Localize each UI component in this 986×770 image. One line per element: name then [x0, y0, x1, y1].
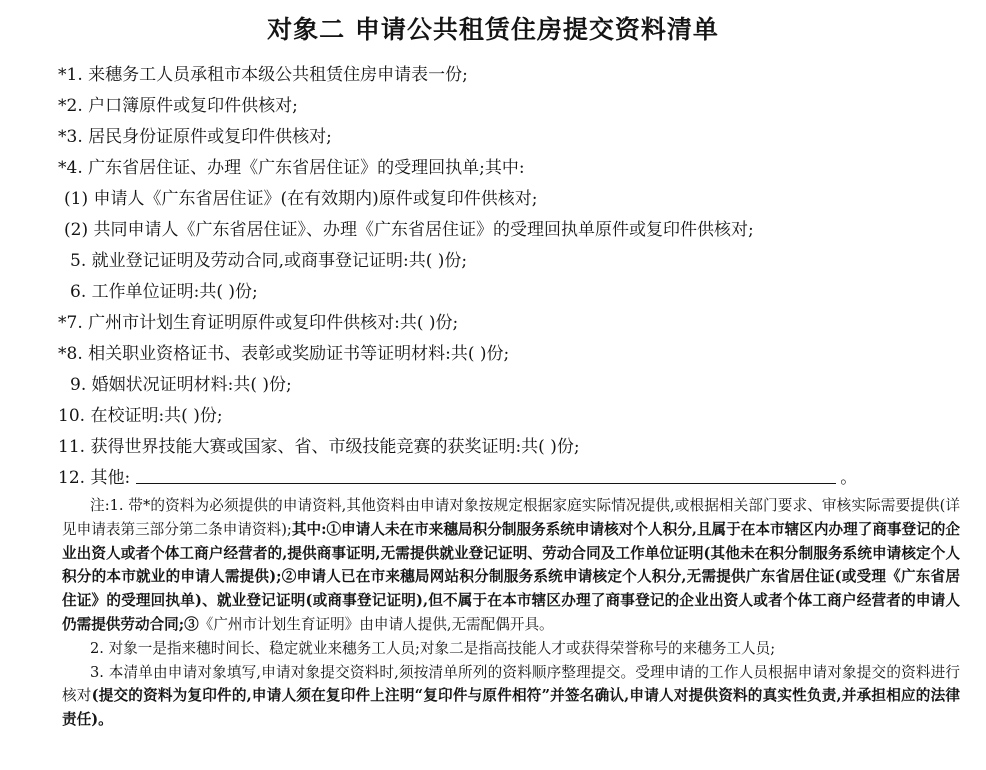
subitem-text: 申请人《广东省居住证》(在有效期内)原件或复印件供核对; [88, 189, 538, 209]
list-item [58, 91, 958, 122]
item-number: *2. [58, 96, 83, 116]
item-text: 婚姻状况证明材料:共( )份; [86, 375, 292, 395]
note-3 [62, 661, 960, 732]
note-1-bold-text: 其中:①申请人未在市来穗局积分制服务系统申请核对个人积分,且属于在本市辖区内办理了商事登记的企业出资人或者个体工商户经营者的,提供商事证明,无需提供就业登记证明、劳动合同及工作单位证明(其他未在积分制服务系统申请核定个人积分的本市就业的申请人需提供);②申请人已在市来穗局网站积分制服务系统申请核定个人积分,无需提供广东省居住证(或受理《广东省居住证》的受理回执单)、就业登记证明(或商事登记证明),但不属于在本市辖区办理了商事登记的企业出资人或者个体工商户经营者的申请人仍需提供劳动合同;③ [62, 520, 960, 633]
page-title: 对象二 申请公共租赁住房提交资料清单 [267, 15, 719, 44]
item-number: *4. [58, 158, 83, 178]
subitem-number: (1) [64, 189, 89, 209]
note-1-tail-text: 《广州市计划生育证明》由申请人提供,无需配偶开具。 [198, 615, 554, 633]
item-number: 9. [70, 375, 87, 395]
item-end-mark: 。 [840, 468, 858, 488]
subitem-text: 共同申请人《广东省居住证》、办理《广东省居住证》的受理回执单原件或复印件供核对; [88, 220, 754, 240]
item-number: 5. [70, 251, 87, 271]
item-text: 广州市计划生育证明原件或复印件供核对:共( )份; [82, 313, 459, 333]
fill-in-blank-line [136, 482, 836, 484]
item-number: *3. [58, 127, 83, 147]
item-number: 6. [70, 282, 87, 302]
list-item [58, 153, 958, 184]
list-item [58, 122, 958, 153]
item-text: 就业登记证明及劳动合同,或商事登记证明:共( )份; [86, 251, 468, 271]
list-item-other [58, 463, 958, 494]
subitem-number: (2) [64, 220, 89, 240]
item-number: 10. [58, 406, 86, 426]
item-text: 户口簿原件或复印件供核对; [82, 96, 298, 116]
list-item [58, 370, 958, 401]
item-number: 11. [58, 437, 86, 457]
list-subitem [58, 184, 958, 215]
item-number: *1. [58, 65, 83, 85]
notes-section [62, 494, 960, 732]
item-number: *8. [58, 344, 83, 364]
list-item [58, 60, 958, 91]
item-text: 居民身份证原件或复印件供核对; [82, 127, 332, 147]
item-text: 工作单位证明:共( )份; [86, 282, 258, 302]
item-number: *7. [58, 313, 83, 333]
list-subitem [58, 215, 958, 246]
list-item [58, 246, 958, 277]
note-2: 2. 对象一是指来穗时间长、稳定就业来穗务工人员;对象二是指高技能人才或获得荣誉称号的来穗务工人员; [90, 639, 776, 657]
note-3-text: 3. 本清单由申请对象填写,申请对象提交资料时,须按清单所列的资料顺序整理提交。受理申请的工作人员根据申请对象提交的资料进行核对 [62, 663, 960, 705]
item-text: 来穗务工人员承租市本级公共租赁住房申请表一份; [82, 65, 468, 85]
item-text: 其他: [85, 468, 131, 488]
item-text: 广东省居住证、办理《广东省居住证》的受理回执单;其中: [82, 158, 525, 178]
item-text: 获得世界技能大赛或国家、省、市级技能竞赛的获奖证明:共( )份; [85, 437, 580, 457]
note-1 [62, 494, 960, 637]
list-item [58, 432, 958, 463]
list-item [58, 277, 958, 308]
list-item [58, 401, 958, 432]
note-1-text: 注:1. 带*的资料为必须提供的申请资料,其他资料由申请对象按规定根据家庭实际情况提供,或根据相关部门要求、审核实际需要提供(详见申请表第三部分第二条申请资料); [62, 497, 960, 538]
item-number: 12. [58, 468, 86, 488]
list-item [58, 308, 958, 339]
document-list [58, 60, 958, 494]
list-item [58, 339, 958, 370]
note-3-bold-text: (提交的资料为复印件的,申请人须在复印件上注明“复印件与原件相符”并签名确认,申请人对提供资料的真实性负责,并承担相应的法律责任)。 [62, 687, 960, 729]
item-text: 相关职业资格证书、表彰或奖励证书等证明材料:共( )份; [82, 344, 510, 364]
item-text: 在校证明:共( )份; [85, 406, 223, 426]
